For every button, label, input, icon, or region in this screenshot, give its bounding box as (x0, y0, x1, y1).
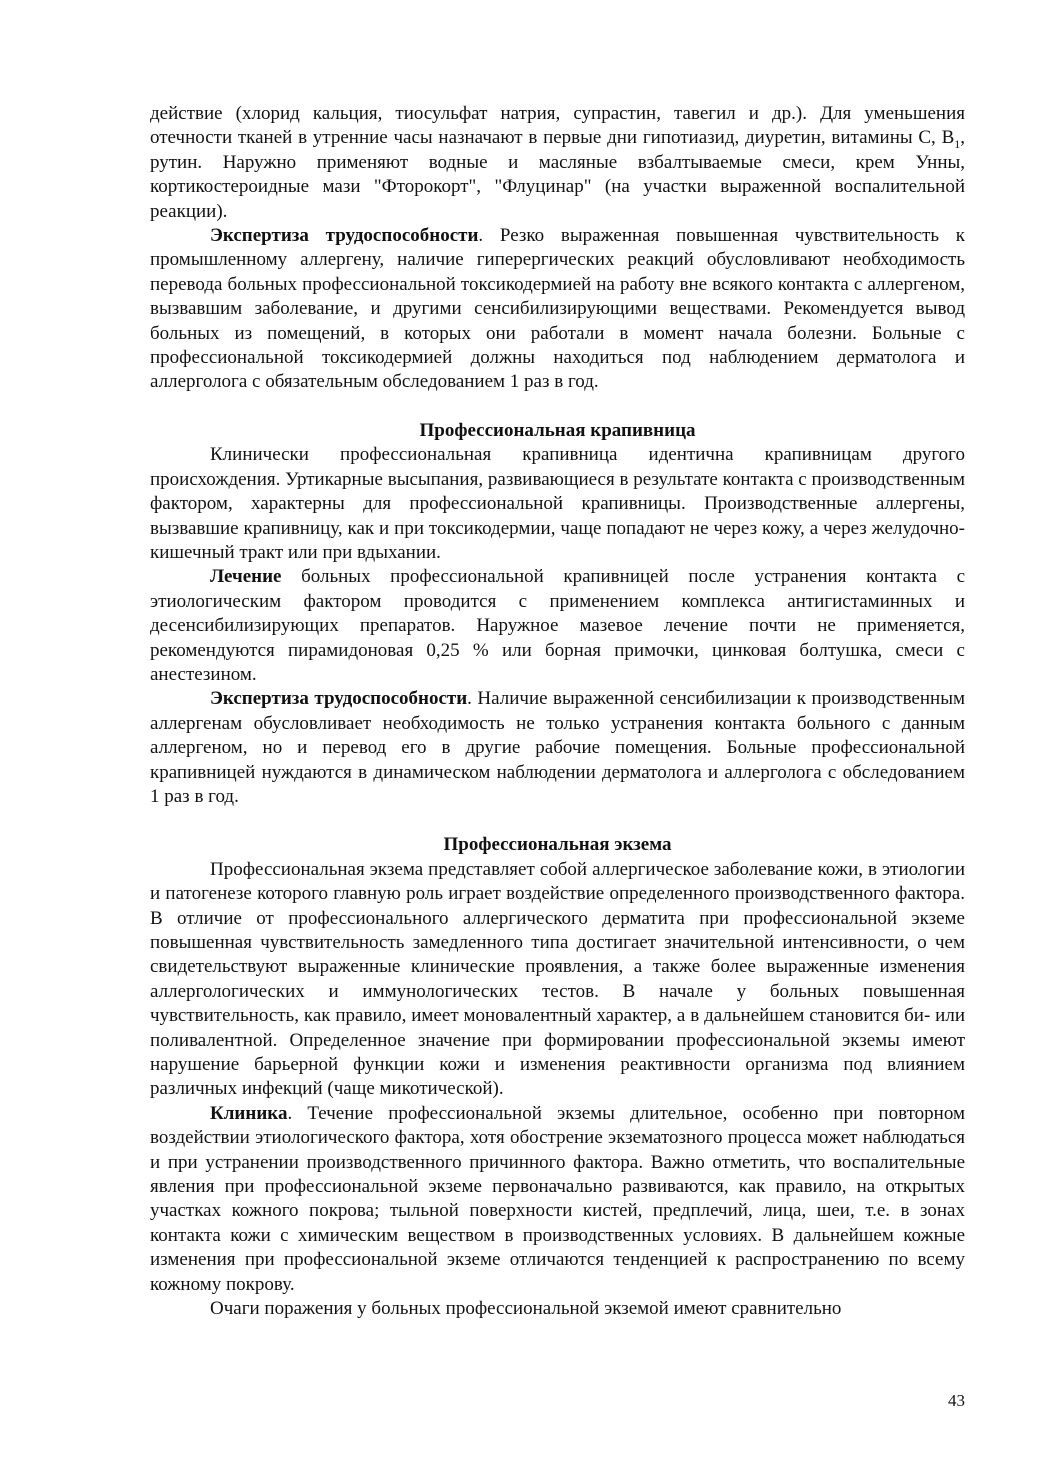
paragraph-text: . Течение профессиональной экземы длительное, особенно при повторном воздействии этиологического фактора, хотя обострение экзематозного процесса может наблюдаться и при устранении производственного причинного фактора. Важно отметить, что воспалительные явления при профессиональной экземе первоначально развиваются, как правило, на открытых участках кожного покрова; тыльной поверхности кистей, предплечий, лица, шеи, т.е. в зонах контакта кожи с химическим веществом в производственных условиях. В дальнейшем кожные изменения при профессиональной экземе отличаются тенденцией к распространению по всему кожному покрову. (150, 1102, 965, 1295)
paragraph-urticaria-treatment (150, 565, 965, 687)
paragraph-work-capacity-toxicoderma (150, 224, 965, 395)
section-heading-eczema: Профессиональная экзема (443, 834, 672, 856)
text-fragment: , рутин. Наружно применяют водные и масляные взбалтываемые смеси, крем Унны, кортикостероидные мази "Фторокорт", "Флуцинар" (на участки выраженной воспалительной реакции). (150, 127, 965, 222)
page-number: 43 (948, 1391, 965, 1410)
paragraph-work-capacity-urticaria (150, 687, 965, 809)
paragraph-eczema-intro: Профессиональная экзема представляет собой аллергическое заболевание кожи, в этиологии и патогенезе которого главную роль играет воздействие определенного производственного фактора. В отличие от профессионального аллергического дерматита при профессиональной экземе повышенная чувствительность замедленного типа достигает значительной интенсивности, о чем свидетельствуют выраженные клинические проявления, а также более выраженные изменения аллергологических и иммунологических тестов. В начале у больных повышенная чувствительность, как правило, имеет моновалентный характер, а в дальнейшем становится би- или поливалентной. Определенное значение при формировании профессиональной экземы имеют нарушение барьерной функции кожи и изменения реактивности организма под влиянием различных инфекций (чаще микотической). (150, 858, 965, 1100)
paragraph-treatment-continued (150, 102, 965, 224)
paragraph-lead-term: Экспертиза трудоспособности (210, 688, 468, 710)
paragraph-text: . Резко выраженная повышенная чувствительность к промышленному аллергену, наличие гиперергических реакций обусловливают необходимость перевода больных профессиональной токсикодермией на работу вне всякого контакта с аллергеном, вызвавшим заболевание, и другими сенсибилизирующими веществами. Рекомендуется вывод больных из помещений, в которых они работали в момент начала болезни. Больные с профессиональной токсикодермией должны находиться под наблюдением дерматолога и аллерголога с обязательным обследованием 1 раз в год. (150, 225, 965, 393)
section-heading-urticaria: Профессиональная крапивница (419, 419, 696, 441)
paragraph-text: больных профессиональной крапивницей после устранения контакта с этиологическим фактором проводится с применением комплекса антигистаминных и десенсибилизирующих препаратов. Наружное мазевое лечение почти не применяется, рекомендуются пирамидоновая 0,25 % или борная примочки, цинковая болтушка, смеси с анестезином. (150, 566, 965, 685)
paragraph-urticaria-clinic: Клинически профессиональная крапивница идентична крапивницам другого происхождения. Уртикарные высыпания, развивающиеся в результате контакта с производственным фактором, характерны для профессиональной крапивницы. Производственные аллергены, вызвавшие крапивницу, как и при токсикодермии, чаще попадают не через кожу, а через желудочно-кишечный тракт или при вдыхании. (150, 444, 965, 563)
document-page (150, 102, 965, 1322)
paragraph-eczema-lesions: Очаги поражения у больных профессиональной экземой имеют сравнительно (210, 1298, 842, 1320)
paragraph-lead-term: Экспертиза трудоспособности (210, 225, 479, 247)
paragraph-lead-term: Лечение (210, 566, 282, 588)
paragraph-lead-term: Клиника (210, 1102, 288, 1124)
paragraph-text: . Наличие выраженной сенсибилизации к производственным аллергенам обусловливает необходимость не только устранения контакта больного с данным аллергеном, но и перевод его в другие рабочие помещения. Больные профессиональной крапивницей нуждаются в динамическом наблюдении дерматолога и аллерголога с обследованием 1 раз в год. (150, 688, 965, 807)
subscript: 1 (954, 137, 961, 152)
text-fragment: действие (хлорид кальция, тиосульфат натрия, супрастин, тавегил и др.). Для уменьшения отечности тканей в утренние часы назначают в первые дни гипотиазид, диуретин, витамины С, В (150, 103, 965, 149)
paragraph-eczema-clinic (150, 1102, 965, 1297)
